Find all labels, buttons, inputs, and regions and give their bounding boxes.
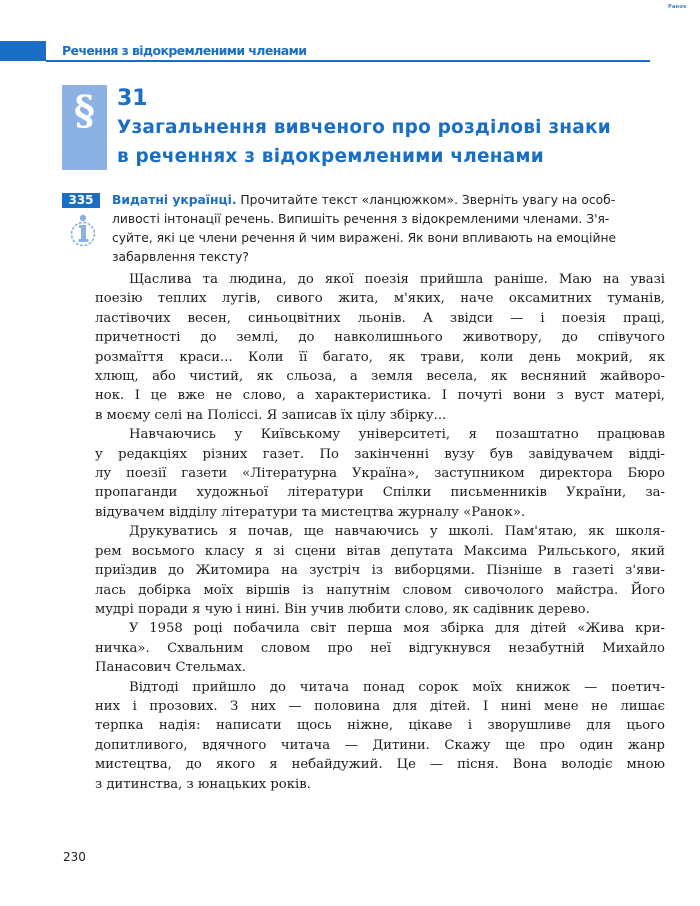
section-title-line-1: Узагальнення вивченого про розділові знаки (117, 117, 611, 138)
publisher-logo: Ранок (668, 4, 687, 10)
task-line-3: суйте, які це члени речення й чим виражені. Як вони впливають на емоційне (112, 231, 617, 245)
text-line: в моєму селі на Поліссі. Я записав їх цілу збірку... (95, 407, 447, 423)
text-line: причетності до землі, до навколишнього животвору, до співучого (95, 330, 665, 346)
text-line: лась добірка моїх віршів із напутнім словом сивочолого майстра. Його (95, 582, 665, 598)
paragraph-sign-icon: § (74, 87, 95, 134)
text-line: них і прозових. З них — половина для дітей. І нині мене не лишає (95, 698, 665, 714)
text-line: Навчаючись у Київському університеті, я позаштатно працював (129, 427, 665, 443)
text-line: Друкуватись я почав, ще навчаючись у школі. Пам'ятаю, як школя- (129, 524, 665, 540)
header-accent-block (0, 41, 46, 61)
header-rule (46, 60, 650, 62)
text-line: ластівочих весен, синьоцвітних льонів. А звідси — і поезія праці, (95, 310, 665, 326)
section-title-line-2: в реченнях з відокремленими членами (117, 146, 544, 167)
task-line-1: Видатні українці. Прочитайте текст «ланцюжком». Зверніть увагу на особ- (112, 193, 616, 207)
text-line: хлющ, або чистий, як сльоза, а земля весела, як весняний жайворо- (95, 369, 665, 385)
text-line: з дитинства, з юнацьких років. (95, 776, 311, 792)
text-line: лу поезії газети «Літературна Україна», заступником директора Бюро (95, 466, 665, 482)
section-number: 31 (117, 86, 148, 111)
text-line: ничка». Схвальним словом про неї відгукнувся незабутній Михайло (95, 640, 665, 656)
running-header: Речення з відокремленими членами (62, 43, 307, 58)
text-line: приїздив до Житомира на зустріч із виборцями. Пізніше в газеті з'яви- (95, 563, 665, 579)
text-line: мудрі поради я чую і нині. Він учив любити слово, як садівник дерево. (95, 601, 590, 617)
text-line: відувачем відділу літератури та мистецтва журналу «Ранок». (95, 504, 526, 520)
text-line: Панасович Стельмах. (95, 660, 246, 676)
text-line: у редакціях різних газет. По закінченні вузу був завідувачем відді- (95, 446, 665, 462)
text-line: Щаслива та людина, до якої поезія прийшла раніше. Маю на увазі (129, 272, 665, 287)
section-sign-box (62, 85, 107, 170)
text-line: розмаїття краси... Коли її багато, як трави, коли день мокрий, як (95, 349, 665, 365)
task-line-2: ливості інтонації речень. Випишіть речення з відокремленими членами. З'я- (112, 212, 610, 226)
exercise-number-badge: 335 (62, 193, 100, 208)
exercise-task (112, 191, 662, 267)
text-line: пропаганди художньої літератури Спілки письменників України, за- (95, 485, 665, 501)
exercise-text (95, 270, 665, 794)
text-line: нок. І це вже не слово, а характеристика. І почуті вони з вуст матері, (95, 388, 665, 404)
text-line: допитливого, вдячного читача — Дитини. Скажу ще про один жанр (95, 737, 665, 753)
text-line: поезію теплих лугів, сивого жита, м'яких, наче оксамитних туманів, (95, 291, 665, 307)
text-line: терпка надія: написати щось ніжне, цікаве і зворушливе для цього (95, 718, 665, 734)
task-line-4: забарвлення тексту? (112, 250, 249, 264)
text-line: мистецтва, до якого я небайдужий. Це — пісня. Вона володіє мною (95, 757, 665, 773)
text-line: Відтоді прийшло до читача понад сорок моїх книжок — поетич- (129, 679, 665, 695)
info-icon (70, 213, 96, 247)
text-line: рем восьмого класу я зі сцени вітав депутата Максима Рильського, який (95, 543, 665, 559)
exercise-lead: Видатні українці. (112, 193, 237, 207)
page-number: 230 (63, 850, 86, 864)
text-line: У 1958 році побачила світ перша моя збірка для дітей «Жива кри- (129, 621, 665, 637)
